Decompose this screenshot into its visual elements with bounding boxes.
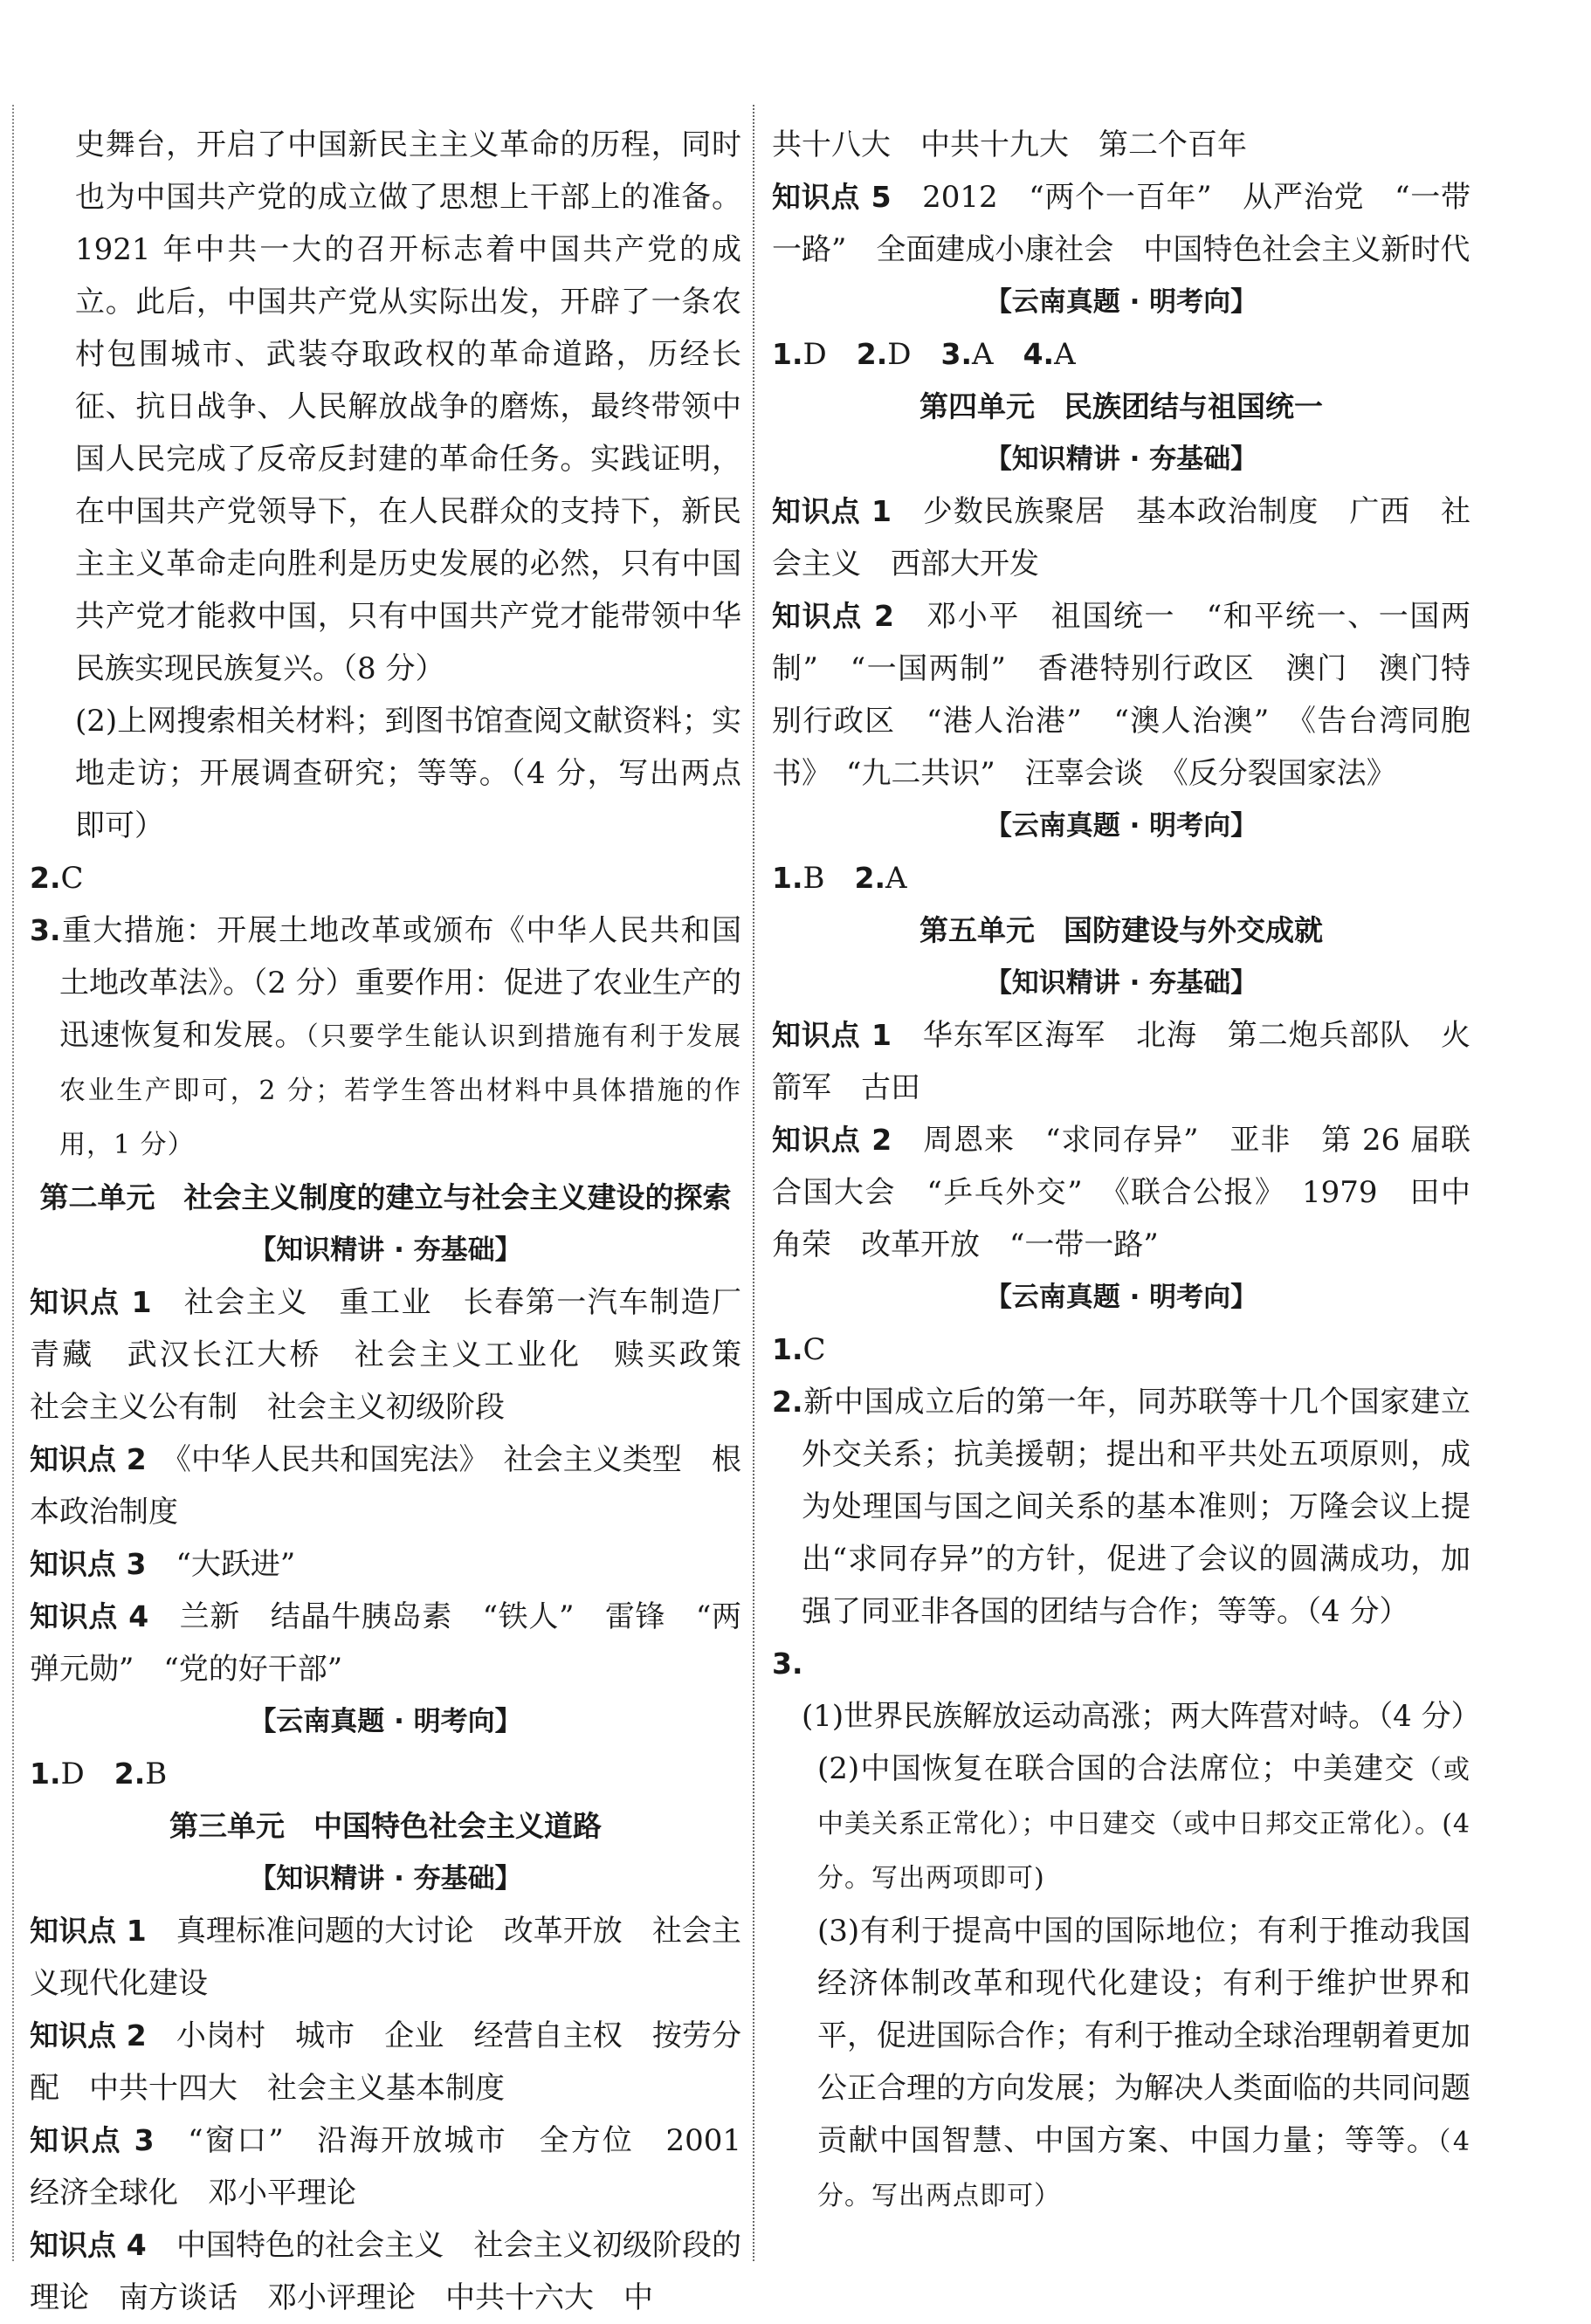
method-text: (2)上网搜索相关材料；到图书馆查阅文献资料；实地走访；开展调查研究；等等。（4 分，写出两点即可）: [75, 704, 741, 843]
unit4-kp1: 知识点 1 少数民族聚居 基本政治制度 广西 社会主义 西部大开发: [772, 494, 1471, 581]
answer-q2: 2.C: [30, 861, 84, 896]
unit5-section-exam: 【云南真题 · 明考向】: [984, 1282, 1258, 1313]
column-divider: [753, 105, 754, 2261]
unit3-kp3: 知识点 3 “窗口” 沿海开放城市 全方位 2001 经济全球化 邓小平理论: [30, 2123, 772, 2211]
left-margin-line: [12, 105, 14, 2261]
unit2-kp2: 知识点 2 《中华人民共和国宪法》 社会主义类型 根本政治制度: [30, 1442, 742, 1530]
unit2-kp3: 知识点 3 “大跃进”: [30, 1547, 296, 1582]
unit3-kp4: 知识点 4 中国特色的社会主义 社会主义初级阶段的理论 南方谈话 邓小评理论 中共十六大 中: [30, 2228, 742, 2315]
unit5-q3-part3: (3)有利于提高中国的国际地位；有利于推动我国经济体制改革和现代化建设；有利于维护世界和平，促进国际合作；有利于推动全球治理朝着更加公正合理的方向发展；为解决人类面临的共同问题贡献中国智慧、中国方案、中国力量；等等。（4 分。写出两点即可）: [817, 1914, 1470, 2211]
scoring-note: （或中美关系正常化）；中日建交（或中日邦交正常化）。(4 分。写出两项即可): [817, 1755, 1470, 1894]
left-column: [30, 119, 772, 2324]
unit5-title: 第五单元 国防建设与外交成就: [919, 913, 1323, 947]
right-column: [772, 119, 1481, 2223]
unit3-answers: 1.D 2.D 3.A 4.A: [772, 337, 1076, 372]
unit4-section-exam: 【云南真题 · 明考向】: [984, 810, 1258, 842]
unit4-answers: 1.B 2.A: [772, 861, 907, 896]
unit3-title: 第三单元 中国特色社会主义道路: [169, 1809, 602, 1843]
paragraph-continued: 史舞台，开启了中国新民主主义革命的历程，同时也为中国共产党的成立做了思想上干部上的准备。1921 年中共一大的召开标志着中国共产党的成立。此后，中国共产党从实际出发，开辟了一条农村包围城市、武装夺取政权的革命道路，历经长征、抗日战争、人民解放战争的磨炼，最终带领中国人民完成了反帝反封建的革命任务。实践证明，在中国共产党领导下，在人民群众的支持下，新民主主义革命走向胜利是历史发展的必然，只有中国共产党才能救中国，只有中国共产党才能带领中华民族实现民族复兴。（8 分）: [75, 127, 741, 686]
unit4-title: 第四单元 民族团结与祖国统一: [919, 389, 1323, 423]
paragraph-method: [30, 695, 741, 852]
unit2-section-exam: 【云南真题 · 明考向】: [249, 1706, 522, 1737]
unit5-section-knowledge: 【知识精讲 · 夯基础】: [984, 967, 1258, 999]
unit3-kp5: 知识点 5 2012 “两个一百年” 从严治党 “一带一路” 全面建成小康社会 中国特色社会主义新时代: [772, 180, 1471, 267]
unit5-kp1: 知识点 1 华东军区海军 北海 第二炮兵部队 火箭军 古田: [772, 1018, 1471, 1105]
unit2-answers: 1.D 2.B: [30, 1757, 168, 1791]
unit2-section-knowledge: 【知识精讲 · 夯基础】: [249, 1234, 522, 1266]
unit2-kp4: 知识点 4 兰新 结晶牛胰岛素 “铁人” 雷锋 “两弹元勋” “党的好干部”: [30, 1599, 742, 1687]
answer-q3: 3.重大措施：开展土地改革或颁布《中华人民共和国土地改革法》。（2 分）重要作用：促进了农业生产的迅速恢复和发展。（只要学生能认识到措施有利于发展农业生产即可，2 分；若学生答出材料中具体措施的作用，1 分）: [30, 913, 742, 1160]
scoring-note: （只要学生能认识到措施有利于发展农业生产即可，2 分；若学生答出材料中具体措施的作用，1 分）: [59, 1021, 742, 1160]
unit3-kp2: 知识点 2 小岗村 城市 企业 经营自主权 按劳分配 中共十四大 社会主义基本制度: [30, 2018, 742, 2106]
unit2-title: 第二单元 社会主义制度的建立与社会主义建设的探索: [39, 1180, 732, 1214]
unit5-q3-part2: (2)中国恢复在联合国的合法席位；中美建交（或中美关系正常化）；中日建交（或中日邦交正常化）。(4 分。写出两项即可): [817, 1751, 1470, 1894]
unit2-kp1: 知识点 1 社会主义 重工业 长春第一汽车制造厂 青藏 武汉长江大桥 社会主义工业化 赎买政策 社会主义公有制 社会主义初级阶段: [30, 1285, 772, 1425]
scoring-note: （4 分。写出两点即可）: [817, 2127, 1470, 2211]
unit4-section-knowledge: 【知识精讲 · 夯基础】: [984, 443, 1258, 475]
unit3-section-knowledge: 【知识精讲 · 夯基础】: [249, 1863, 522, 1894]
unit5-kp2: 知识点 2 周恩来 “求同存异” 亚非 第 26 届联合国大会 “乒乓外交” 《联合公报》 1979 田中角荣 改革开放 “一带一路”: [772, 1123, 1470, 1262]
unit5-answer-q3: 3.(1)世界民族解放运动高涨；两大阵营对峙。（4 分）: [772, 1647, 1481, 1734]
unit3-kp4-continued: 共十八大 中共十九大 第二个百年: [772, 127, 1247, 162]
unit5-answer-q1: 1.C: [772, 1332, 826, 1367]
unit4-kp2: 知识点 2 邓小平 祖国统一 “和平统一、一国两制” “一国两制” 香港特别行政区 澳门 澳门特别行政区 “港人治港” “澳人治澳” 《告台湾同胞书》 “九二共识” 汪辜会谈 《反分裂国家法》: [772, 599, 1471, 791]
unit3-section-exam: 【云南真题 · 明考向】: [984, 286, 1258, 318]
unit5-answer-q2: 2.新中国成立后的第一年，同苏联等十几个国家建立外交关系；抗美援朝；提出和平共处五项原则，成为处理国与国之间关系的基本准则；万隆会议上提出“求同存异”的方针，促进了会议的圆满成功，加强了同亚非各国的团结与合作；等等。（4 分）: [772, 1385, 1470, 1629]
unit3-kp1: 知识点 1 真理标准问题的大讨论 改革开放 社会主义现代化建设: [30, 1914, 742, 2001]
